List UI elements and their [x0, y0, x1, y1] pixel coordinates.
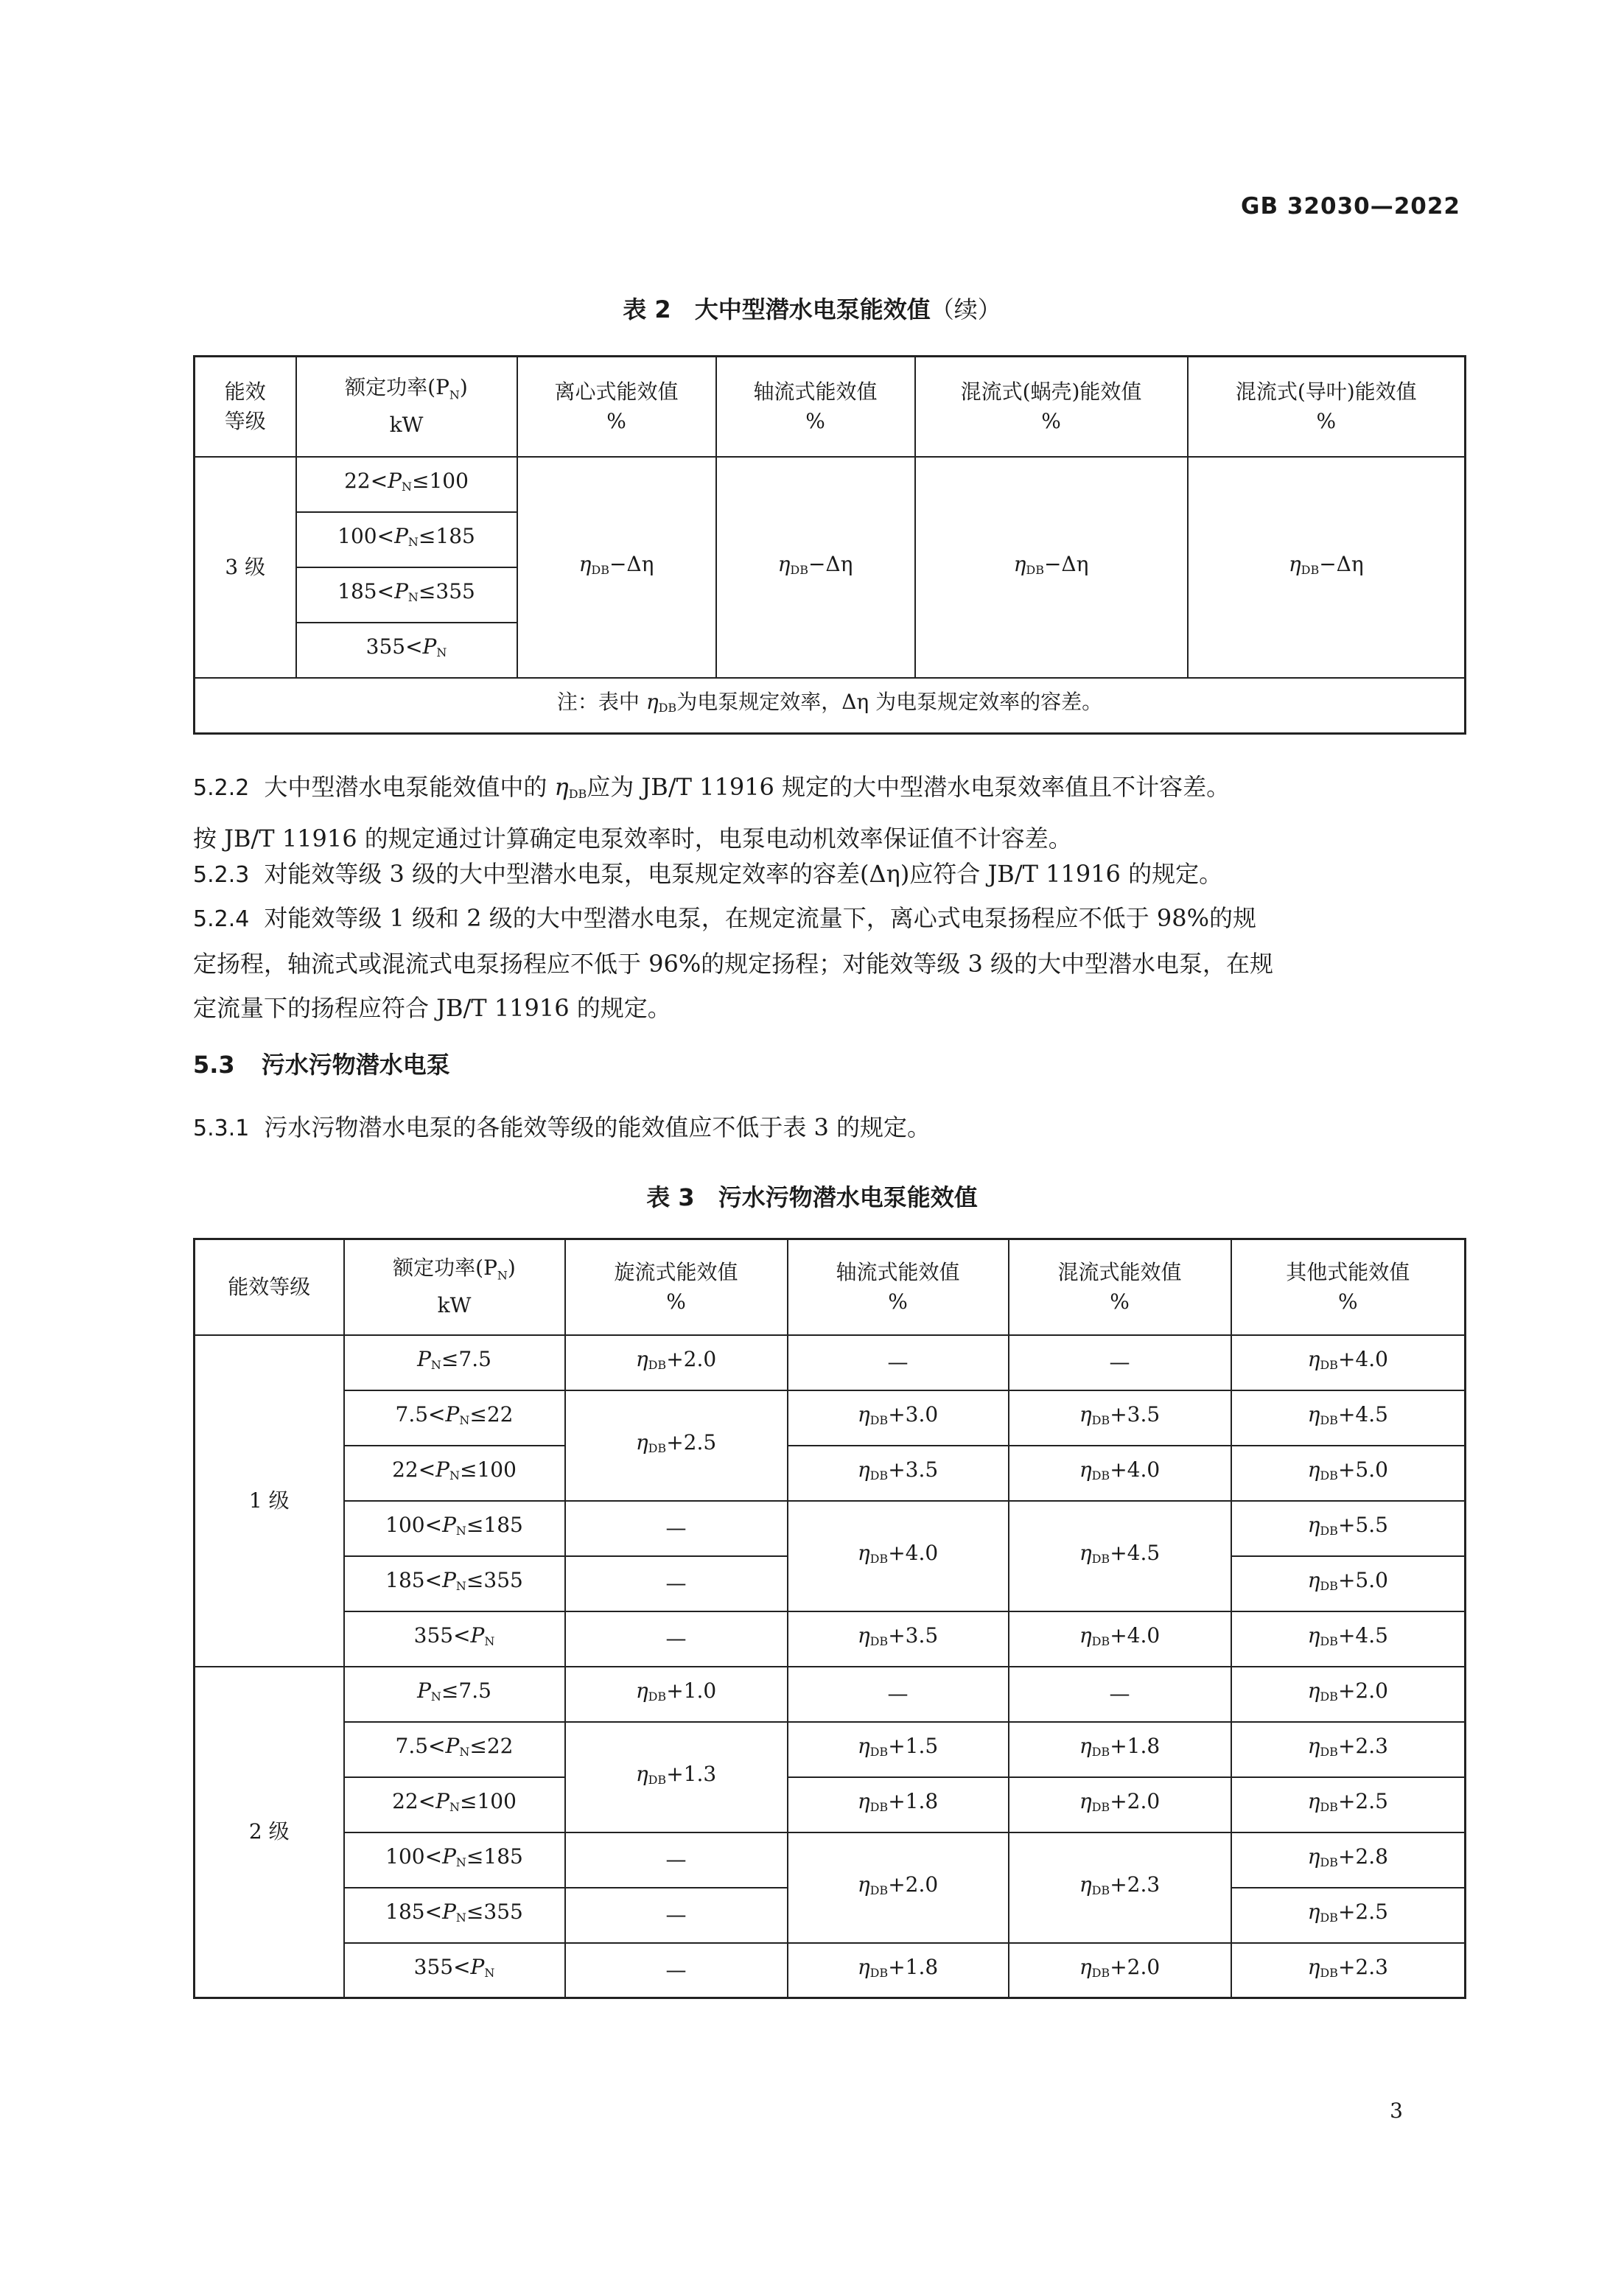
t3-cell: $\eta_{DB}+2.5$ — [1231, 1777, 1466, 1832]
table3-caption: 表 3 污水污物潜水电泵能效值 — [646, 1183, 978, 1211]
table-row — [195, 1501, 1466, 1556]
t2-range-cell: $22<P_N\le 100$ — [296, 457, 517, 512]
t3-grade-1: 1 级 — [195, 1335, 344, 1667]
t3-grade-2: 2 级 — [195, 1667, 344, 1998]
t3-cell: $\eta_{DB}+2.0$ — [1009, 1777, 1231, 1832]
t3-cell: $\eta_{DB}+2.3$ — [1009, 1832, 1231, 1943]
t3-cell: — — [565, 1943, 788, 1998]
t3-cell: — — [1009, 1667, 1231, 1722]
t3-cell: $\eta_{DB}+3.5$ — [1009, 1390, 1231, 1446]
t3-cell: $\eta_{DB}+4.0$ — [1231, 1335, 1466, 1390]
t3-cell: $\eta_{DB}+3.5$ — [788, 1611, 1009, 1667]
table2-caption — [0, 291, 1624, 325]
t2-value-mixed-guide: $\eta_{DB}-\Delta\eta$ — [1188, 457, 1466, 678]
standard-code: GB 32030—2022 — [1241, 193, 1460, 220]
t3-cell: $\eta_{DB}+1.3$ — [565, 1722, 788, 1832]
t3-cell: $\eta_{DB}+2.3$ — [1231, 1722, 1466, 1777]
table-row — [195, 1777, 1466, 1832]
t2-header-centrifugal: 离心式能效值 % — [517, 357, 716, 457]
t3-range-cell: $355<P_N$ — [344, 1943, 565, 1998]
table-row — [195, 1611, 1466, 1667]
table-row — [195, 1335, 1466, 1390]
t3-cell: — — [565, 1611, 788, 1667]
t3-cell: $\eta_{DB}+2.8$ — [1231, 1832, 1466, 1888]
section-5-3-heading: 5.3 污水污物潜水电泵 — [193, 1051, 450, 1079]
t3-cell: $\eta_{DB}+2.5$ — [1231, 1888, 1466, 1943]
t3-header-other: 其他式能效值 % — [1231, 1239, 1466, 1335]
t3-cell: $\eta_{DB}+4.0$ — [1009, 1611, 1231, 1667]
table-row — [195, 1832, 1466, 1888]
t2-header-mixed-guide: 混流式(导叶)能效值 % — [1188, 357, 1466, 457]
table-row — [195, 457, 1466, 512]
table-3 — [193, 1238, 1466, 1999]
t2-header-grade: 能效 等级 — [195, 357, 296, 457]
t3-header-grade: 能效等级 — [195, 1239, 344, 1335]
t3-cell: $\eta_{DB}+5.0$ — [1231, 1446, 1466, 1501]
t3-cell: $\eta_{DB}+2.3$ — [1231, 1943, 1466, 1998]
t3-header-axial: 轴流式能效值 % — [788, 1239, 1009, 1335]
t2-range-cell: $185<P_N\le 355$ — [296, 567, 517, 623]
t3-cell: — — [788, 1667, 1009, 1722]
t2-value-mixed-volute: $\eta_{DB}-\Delta\eta$ — [915, 457, 1188, 678]
table-row — [195, 1943, 1466, 1998]
t3-cell: $\eta_{DB}+1.0$ — [565, 1667, 788, 1722]
t3-range-cell: $185<P_N\le 355$ — [344, 1888, 565, 1943]
t3-cell: $\eta_{DB}+4.0$ — [788, 1501, 1009, 1611]
t2-value-axial: $\eta_{DB}-\Delta\eta$ — [716, 457, 915, 678]
t3-cell: $\eta_{DB}+2.0$ — [565, 1335, 788, 1390]
table2-note-row — [195, 678, 1466, 734]
t3-cell: $\eta_{DB}+5.5$ — [1231, 1501, 1466, 1556]
t3-cell: $\eta_{DB}+2.0$ — [1009, 1943, 1231, 1998]
t3-cell: $\eta_{DB}+2.5$ — [565, 1390, 788, 1501]
t2-range-cell: $100<P_N\le 185$ — [296, 512, 517, 567]
t3-cell: $\eta_{DB}+3.5$ — [788, 1446, 1009, 1501]
table-2 — [193, 355, 1466, 735]
t2-grade-cell: 3 级 — [195, 457, 296, 678]
t3-cell: $\eta_{DB}+4.5$ — [1231, 1390, 1466, 1446]
t3-range-cell: $185<P_N\le 355$ — [344, 1556, 565, 1611]
para-5-2-2: 5.2.2 大中型潜水电泵能效值中的 $\eta_{DB}$应为 JB/T 11916 规定的大中型潜水电泵效率值且不计容差。 按 JB/T 11916 的规定通过计算确定电泵效率时，电泵电动机效率保证值不计容差。 — [193, 773, 1231, 853]
t3-range-cell: $7.5<P_N\le 22$ — [344, 1390, 565, 1446]
t3-cell: $\eta_{DB}+4.5$ — [1009, 1501, 1231, 1611]
table3-header-row — [195, 1239, 1466, 1335]
t3-range-cell: $P_N\le 7.5$ — [344, 1335, 565, 1390]
t2-value-centrifugal: $\eta_{DB}-\Delta\eta$ — [517, 457, 716, 678]
t2-header-axial: 轴流式能效值 % — [716, 357, 915, 457]
para-5-2-4: 5.2.4 对能效等级 1 级和 2 级的大中型潜水电泵，在规定流量下，离心式电泵扬程应不低于 98%的规 定扬程，轴流式或混流式电泵扬程应不低于 96%的规定扬程；对能效等级 3 级的大中型潜水电泵，在规 定流量下的扬程应符合 JB/T 11916 的规定。 — [193, 904, 1274, 1022]
table-row — [195, 1722, 1466, 1777]
table2-header-row — [195, 357, 1466, 457]
t3-cell: $\eta_{DB}+1.8$ — [788, 1777, 1009, 1832]
table2-caption-text: 表 2 大中型潜水电泵能效值 — [623, 295, 931, 323]
t3-range-cell: $P_N\le 7.5$ — [344, 1667, 565, 1722]
t3-cell: — — [1009, 1335, 1231, 1390]
t2-note: 注：表中 $\eta_{DB}$为电泵规定效率，Δη 为电泵规定效率的容差。 — [195, 678, 1466, 734]
t3-cell: $\eta_{DB}+3.0$ — [788, 1390, 1009, 1446]
t2-range-cell: $355<P_N$ — [296, 623, 517, 678]
t3-range-cell: $100<P_N\le 185$ — [344, 1832, 565, 1888]
t3-range-cell: $7.5<P_N\le 22$ — [344, 1722, 565, 1777]
table-row — [195, 1667, 1466, 1722]
t3-cell: — — [788, 1335, 1009, 1390]
t3-cell: — — [565, 1556, 788, 1611]
t3-header-vortex: 旋流式能效值 % — [565, 1239, 788, 1335]
para-5-3-1: 5.3.1 污水污物潜水电泵的各能效等级的能效值应不低于表 3 的规定。 — [193, 1113, 931, 1141]
table2-caption-suffix: （续） — [930, 295, 1001, 323]
t3-header-mixed: 混流式能效值 % — [1009, 1239, 1231, 1335]
t3-cell: $\eta_{DB}+1.5$ — [788, 1722, 1009, 1777]
para-5-2-3: 5.2.3 对能效等级 3 级的大中型潜水电泵，电泵规定效率的容差(Δη)应符合 JB/T 11916 的规定。 — [193, 860, 1223, 888]
t3-cell: $\eta_{DB}+1.8$ — [788, 1943, 1009, 1998]
t3-header-power: 额定功率$(P_N)$ kW — [344, 1239, 565, 1335]
t3-cell: $\eta_{DB}+4.0$ — [1009, 1446, 1231, 1501]
t3-cell: $\eta_{DB}+2.0$ — [788, 1832, 1009, 1943]
t3-cell: $\eta_{DB}+2.0$ — [1231, 1667, 1466, 1722]
t2-header-power: 额定功率$(P_N)$ kW — [296, 357, 517, 457]
t3-range-cell: $22<P_N\le 100$ — [344, 1446, 565, 1501]
t2-header-mixed-volute: 混流式(蜗壳)能效值 % — [915, 357, 1188, 457]
t3-cell: — — [565, 1832, 788, 1888]
t3-range-cell: $100<P_N\le 185$ — [344, 1501, 565, 1556]
t3-range-cell: $355<P_N$ — [344, 1611, 565, 1667]
t3-cell: — — [565, 1888, 788, 1943]
t3-range-cell: $22<P_N\le 100$ — [344, 1777, 565, 1832]
t3-cell: $\eta_{DB}+1.8$ — [1009, 1722, 1231, 1777]
t3-cell: $\eta_{DB}+5.0$ — [1231, 1556, 1466, 1611]
table-row — [195, 1446, 1466, 1501]
t3-cell: $\eta_{DB}+4.5$ — [1231, 1611, 1466, 1667]
table-row — [195, 1390, 1466, 1446]
page-number: 3 — [1390, 2098, 1403, 2123]
t3-cell: — — [565, 1501, 788, 1556]
